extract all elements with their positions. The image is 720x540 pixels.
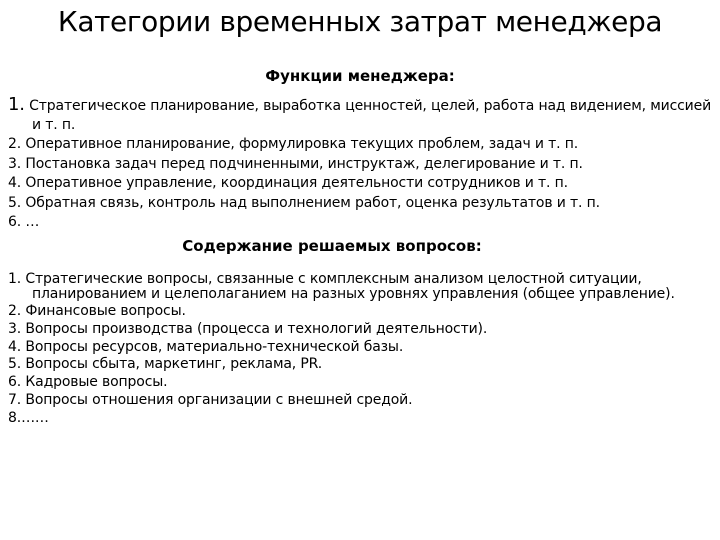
list-item-number: 3. — [8, 320, 22, 337]
slide-title: Категории временных затрат менеджера — [57, 5, 663, 38]
list-item — [8, 174, 720, 194]
list-item — [8, 213, 720, 233]
list-item-text: Стратегическое планирование, выработка ценностей, целей, работа над видением, миссией и т. п. — [24, 98, 712, 133]
list-item-text: …… — [21, 409, 49, 426]
list-item — [8, 272, 714, 303]
list-item — [8, 194, 720, 214]
list-item — [8, 356, 714, 374]
list-item — [8, 321, 714, 339]
list-item-number: 5. — [8, 356, 22, 373]
list-item-number: 6. — [8, 374, 22, 391]
list-item-number: 4. — [8, 175, 22, 191]
list-item-number: 1. — [8, 94, 25, 115]
list-item-number: 2. — [8, 303, 22, 319]
functions-heading: Функции менеджера: — [265, 67, 455, 85]
questions-heading: Содержание решаемых вопросов: — [182, 237, 482, 255]
list-item-number: 7. — [8, 391, 22, 408]
list-item-text: Оперативное управление, координация деятельности сотрудников и т. п. — [21, 175, 568, 191]
list-item-text: Постановка задач перед подчиненными, инструктаж, делегирование и т. п. — [21, 155, 583, 172]
list-item — [8, 410, 714, 428]
list-item-number: 6. — [8, 214, 22, 230]
list-item — [8, 95, 720, 135]
list-item — [8, 303, 714, 321]
list-item-text: Вопросы сбыта, маркетинг, реклама, PR. — [21, 356, 323, 373]
list-item — [8, 339, 714, 357]
list-item-text: Стратегические вопросы, связанные с комплексным анализом целостной ситуации, планированием и целеполаганием на разных уровнях управления (общее управление). — [21, 271, 675, 302]
list-item-text: … — [21, 214, 40, 230]
list-item-number: 5. — [8, 194, 22, 211]
list-item-text: Вопросы производства (процесса и технологий деятельности). — [21, 320, 488, 337]
list-item-text: Оперативное планирование, формулировка текущих проблем, задач и т. п. — [21, 136, 579, 152]
list-item-number: 8. — [8, 409, 22, 426]
list-item-text: Вопросы отношения организации с внешней средой. — [21, 391, 413, 408]
list-item — [8, 155, 720, 175]
questions-list — [8, 272, 714, 428]
list-item-number: 2. — [8, 136, 22, 152]
list-item-text: Обратная связь, контроль над выполнением работ, оценка результатов и т. п. — [21, 194, 600, 211]
list-item-number: 3. — [8, 155, 22, 172]
list-item-text: Вопросы ресурсов, материально-технической базы. — [21, 338, 404, 355]
functions-list — [8, 95, 720, 233]
list-item — [8, 392, 714, 410]
list-item-number: 4. — [8, 338, 22, 355]
list-item — [8, 135, 720, 155]
list-item-number: 1. — [8, 271, 22, 287]
list-item-text: Кадровые вопросы. — [21, 374, 168, 391]
list-item-text: Финансовые вопросы. — [21, 303, 186, 319]
list-item — [8, 374, 714, 392]
